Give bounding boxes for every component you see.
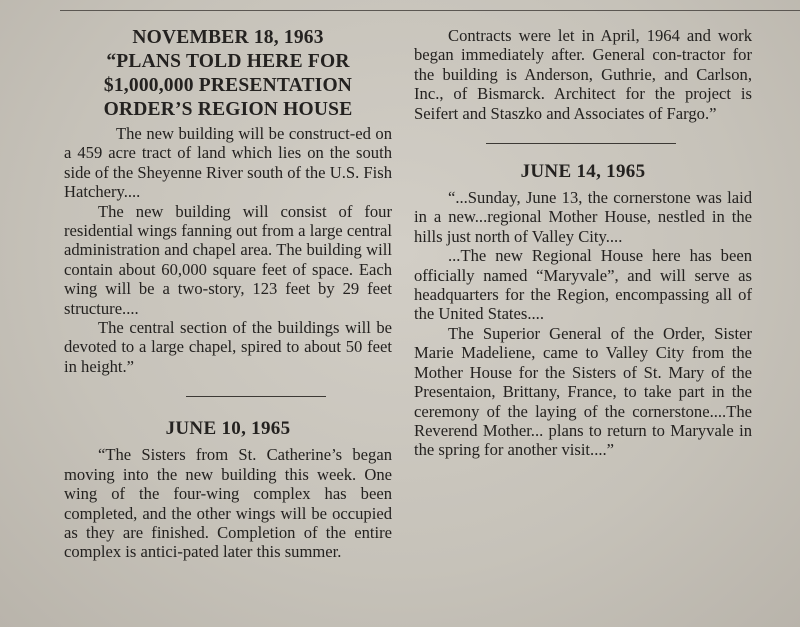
article-headline	[64, 26, 392, 122]
article-paragraph: The new building will be construct-ed on a 459 acre tract of land which lies on the south side of the Sheyenne River south of the U.S. Fish Hatchery....	[64, 124, 392, 202]
article-paragraph: The new building will consist of four residential wings fanning out from a large central administration and chapel area. The building will contain about 60,000 square feet of space. Each wing will be a two-story, 123 feet by 29 feet structure....	[64, 201, 392, 318]
article-paragraph: “The Sisters from St. Catherine’s began moving into the new building this week. One wing of the four-wing complex has been completed, and the other wings will be occupied as they are finished. Completion of the entire complex is antici-pated later this summer.	[64, 445, 392, 562]
right-column	[414, 26, 752, 460]
section-dateline: JUNE 10, 1965	[165, 418, 291, 440]
headline-line: $1,000,000 PRESENTATION	[103, 75, 353, 96]
article-paragraph: The Superior General of the Order, Sister Marie Madeliene, came to Valley City from the Mother House for the Sisters of St. Mary of the Presentaion, Brittany, France, to take part in the ceremony of the laying of the cornerstone....The Reverend Mother... plans to return to Maryvale in the spring for another visit....”	[414, 323, 752, 460]
article-paragraph: “...Sunday, June 13, the cornerstone was laid in a new...regional Mother House, nestled in the hills just north of Valley City....	[414, 188, 752, 246]
section-divider	[486, 143, 676, 144]
article-paragraph: The central section of the buildings will be devoted to a large chapel, spired to about 50 feet in height.”	[64, 318, 392, 376]
article-paragraph: ...The new Regional House here has been officially named “Maryvale”, and will serve as headquarters for the Region, encompassing all of the United States....	[414, 246, 752, 324]
headline-line: “PLANS TOLD HERE FOR	[106, 51, 350, 72]
article-paragraph: Contracts were let in April, 1964 and work began immediately after. General con-tractor for the building is Anderson, Guthrie, and Carlson, Inc., of Bismarck. Architect for the project is Seifert and Staszko and Associates of Fargo.”	[414, 26, 752, 123]
left-column	[64, 26, 392, 562]
section-divider	[186, 396, 326, 397]
headline-line: ORDER’S REGION HOUSE	[103, 99, 353, 120]
section-dateline: JUNE 14, 1965	[520, 161, 646, 183]
headline-line: NOVEMBER 18, 1963	[132, 27, 324, 48]
top-rule	[60, 10, 800, 11]
